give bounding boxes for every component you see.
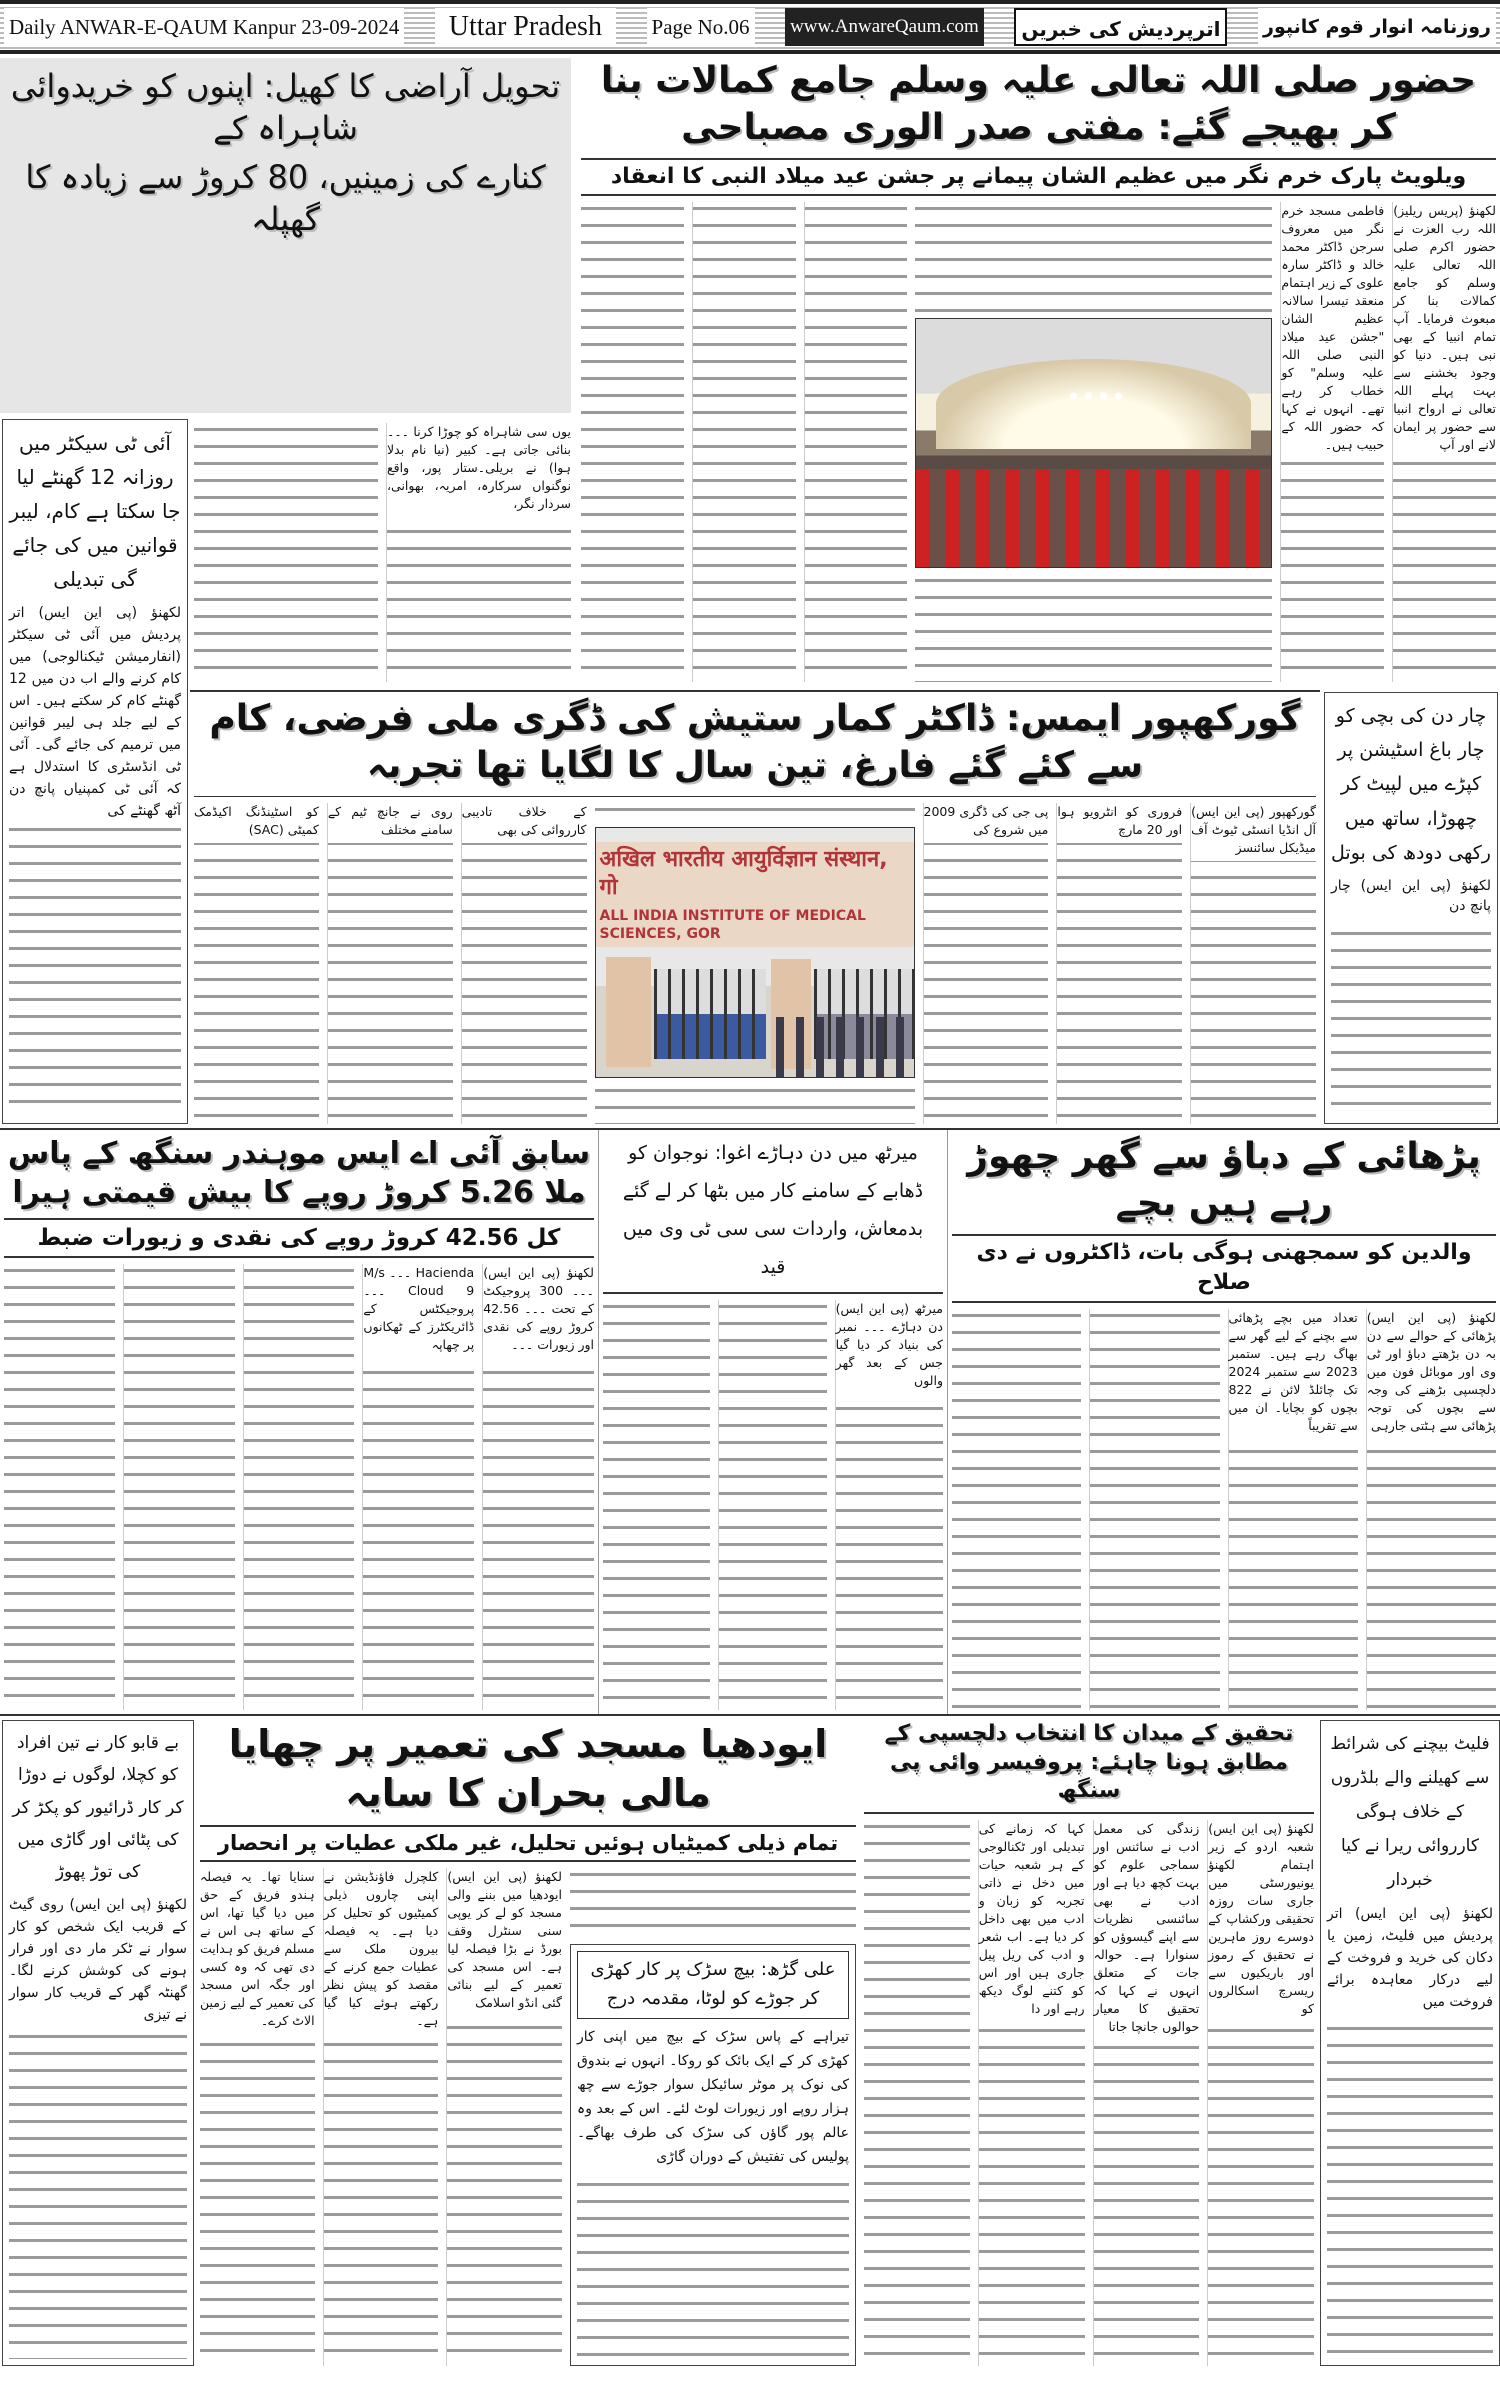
body-text: لکھنؤ (پی این ایس) روی گیٹ کے قریب ایک شخص کو کار سوار نے ٹکر مار دی اور فرار ہونے کی کوشش کرنے لگا۔ گھنٹہ گھر کے قریب کار سوار نے تیزی (9, 1894, 187, 2030)
story-body (1331, 876, 1491, 1117)
body-text: کے خلاف تادیبی کارروائی کی بھی (462, 803, 587, 843)
body-text: Hacienda ۔۔۔ M/s Cloud 9 ۔۔۔ پروجیکٹس کے ڈائریکٹرز کے ٹھکانوں پر چھاپہ (363, 1264, 474, 1358)
text-column (243, 1264, 355, 1710)
text-column (1228, 1309, 1358, 1710)
text-column (864, 1820, 970, 2366)
text-column (461, 803, 587, 1124)
body-text: پی جی کی ڈگری 2009 میں شروع کی (924, 803, 1049, 843)
story-body (194, 423, 571, 682)
story-body (9, 1894, 187, 2359)
story-body (581, 202, 1496, 682)
subheadline: تمام ذیلی کمیٹیاں ہوئیں تحلیل، غیر ملکی عطیات پر انحصار (200, 1825, 856, 1862)
body-text: سنایا تھا۔ یہ فیصلہ ہندو فریق کے حق میں دیا گیا تھا، اس کے ساتھ ہی اس نے مسلم فریق کو ہدایت دی تھی کہ وہ کسی اور جگہ اس مسجد کی تعمیر کے لیے زمین الاٹ کرے۔ (200, 1868, 315, 2034)
text-column (9, 602, 181, 1117)
text-column (923, 803, 1049, 1124)
text-column (1327, 1903, 1493, 2359)
story-body (9, 602, 181, 1117)
red-chairs (916, 469, 1272, 568)
text-column (194, 803, 319, 1124)
text-column (1056, 803, 1182, 1124)
text-column (200, 1868, 315, 2366)
headline: سابق آئی اے ایس موہندر سنگھ کے پاس ملا 5.26 کروڑ روپے کا بیش قیمتی ہیرا (7, 1136, 591, 1210)
story-body (952, 1309, 1496, 1710)
website-link[interactable]: www.AnwareQaum.com (785, 8, 984, 46)
text-column (362, 1264, 474, 1710)
story-research-workshop (860, 1716, 1318, 2370)
story-land-scam (190, 413, 575, 686)
gate-sign (596, 842, 914, 948)
stage-lights (1066, 389, 1126, 403)
bottom-section (0, 1714, 1500, 2370)
masthead-bar (0, 0, 1500, 54)
aiims-gate-photo (595, 827, 915, 1079)
photo-block (595, 803, 915, 1124)
text-column (386, 423, 571, 682)
headline: میرٹھ میں دن دہاڑے اغوا: نوجوان کو ڈھابے کے سامنے کار میں بٹھا کر لے گئے بدمعاش، واردات سی سی ٹی وی میں قید (603, 1134, 943, 1294)
text-column (1190, 803, 1316, 1124)
text-column (1093, 1820, 1200, 2366)
text-column (9, 1894, 187, 2359)
headline: علی گڑھ: بیچ سڑک پر کار کھڑی کر جوڑے کو لوٹا، مقدمہ درج (577, 1951, 849, 2019)
page-number: Page No.06 (647, 8, 755, 46)
text-column (194, 423, 378, 682)
text-filler (570, 1868, 856, 1938)
top-section (0, 54, 1500, 1128)
headline: تحویل آراضی کا کھیل: اپنوں کو خریدوائی شاہراہ کے (10, 67, 561, 147)
story-aligarh-robbery (570, 1944, 856, 2366)
text-filler (595, 803, 915, 821)
story-body (603, 1300, 943, 1710)
text-column (978, 1820, 1085, 2366)
body-text: تیراہے کے پاس سڑک کے بیچ میں اپنی کار کھڑی کر کے ایک بائک کو روکا۔ انہوں نے بندوق کی نوک پر موٹر سائیکل سوار جوڑے سے چھ ہزار روپے اور زیورات لوٹ لئے۔ اس کے بعد وہ عالم پور گاؤں کی سڑک کی طرف بھاگے۔ پولیس کی تفتیش کے دوران گاڑی (577, 2025, 849, 2173)
headline: حضور صلی اللہ تعالی علیہ وسلم جامع کمالات بنا کر بھیجے گئے: مفتی صدر الوری مصباحی (600, 60, 1477, 148)
sign-english: ALL INDIA INSTITUTE OF MEDICAL SCIENCES, GOR (599, 907, 866, 942)
text-column (952, 1309, 1081, 1710)
story-body (864, 1820, 1314, 2366)
land-scam-headline-box (0, 58, 571, 413)
gate-pillar (606, 957, 651, 1067)
body-text: فاطمی مسجد خرم نگر میں معروف سرجن ڈاکٹر محمد خالد و ڈاکٹر سارہ علوی کے زیر اہتمام منعقد تیسرا سالانہ عظیم الشان "جشن عید میلاد النبی صلی اللہ علیہ وسلم" کو خطاب کر رہے تھے۔ انہوں نے کہا کہ حضور اللہ کے حبیب ہیں۔ (1281, 202, 1384, 458)
story-meerut-kidnap (598, 1130, 948, 1714)
body-text: میرٹھ (پی این ایس) دن دہاڑے ۔۔۔ نمبر کی بنیاد کر دیا گیا جس کے بعد گھر والوں (836, 1300, 943, 1394)
text-column (692, 202, 796, 682)
ayodhya-body-row (200, 1868, 856, 2366)
body-text: لکھنؤ (پی این ایس) ۔۔۔ 300 پروجیکٹ کے تحت ۔۔۔ 42.56 کروڑ روپے کی نقدی اور زیورات ۔۔۔ (483, 1264, 594, 1358)
story-body (4, 1264, 594, 1710)
iron-gate (654, 969, 766, 1059)
body-text: لکھنؤ (پی این ایس) شعبہ اردو کے زیر اہتمام لکھنؤ یونیورسٹی میں جاری سات روزہ تحقیقی ورکشاپ کے دوسرے روز ماہرین نے تحقیق کے رموز اور باریکیوں سے ریسرچ اسکالروں کو (1208, 1820, 1314, 2022)
body-text: لکھنؤ (پی این ایس) چار پانچ دن (1331, 876, 1491, 920)
story-rera-builders (1320, 1720, 1500, 2366)
edition-date: Daily ANWAR-E-QAUM Kanpur 23-09-2024 (4, 8, 404, 46)
text-column (1280, 202, 1384, 682)
gate-scene (596, 947, 914, 1077)
headline: بے قابو کار نے تین افراد کو کچلا، لوگوں نے دوڑا کر کار ڈرائیور کو پکڑ کر کی پٹائی اور گاڑی میں کی توڑ پھوڑ (12, 1733, 184, 1883)
story-aiims (190, 690, 1320, 1128)
text-column (1089, 1309, 1219, 1710)
headline: آئی ٹی سیکٹر میں روزانہ 12 گھنٹے لیا جا سکتا ہے کام، لیبر قوانین میں کی جائے گی تبدیلی (9, 431, 181, 592)
body-text: یوں سی شاہراہ کو چوڑا کرنا ۔۔۔ بنائی جاتی ہے۔ کبیر (نیا نام بدلا ہوا) نے بریلی۔ستار پور، واقع نوگنواں سرکارہ، امریہ، بھوانی، سردار نگر، (387, 423, 571, 517)
story-ayodhya-mosque (196, 1716, 860, 2370)
body-text: لکھنؤ (پریس ریلیز) اللہ رب العزت نے حضور اکرم صلی اللہ تعالی علیہ وسلم کو جامع کمالات بنا کر مبعوث فرمایا۔ آپ تمام انبیا کے بھی نبی ہیں۔ دنیا کو وجود بخشنے سے بہت پہلے اللہ تعالی نے ارواح انبیا سے حضور پر ایمان لانے اور آپ (1393, 202, 1496, 458)
text-column (323, 1868, 439, 2366)
region-title: Uttar Pradesh (435, 8, 616, 46)
subheadline: والدین کو سمجھنی ہوگی بات، ڈاکٹروں نے دی صلاح (952, 1234, 1496, 1304)
story-study-pressure (948, 1130, 1500, 1714)
text-column (446, 1868, 562, 2366)
body-text: لکھنؤ (پی این ایس) اتر پردیش میں فلیٹ، زمین یا دکان کی خرید و فروخت کے لیے درکار معاہدہ برائے فروخت میں (1327, 1903, 1493, 2017)
story-it-sector (2, 419, 188, 1124)
sign-hindi: अखिल भारतीय आयुर्विज्ञान संस्थान, गो (599, 846, 888, 901)
tent-canopy (936, 359, 1251, 449)
story-milad (575, 54, 1500, 686)
text-column (1331, 876, 1491, 1117)
story-body (194, 803, 1316, 1124)
subheadline: کل 42.56 کروڑ روپے کی نقدی و زیورات ضبط (4, 1218, 594, 1258)
text-column (4, 1264, 115, 1710)
headline: پڑھائی کے دباؤ سے گھر چھوڑ رہے ہیں بچے (967, 1136, 1481, 1224)
text-filler (915, 574, 1272, 682)
text-column (603, 1300, 710, 1710)
headline: ایودھیا مسجد کی تعمیر پر چھایا مالی بحران کا سایہ (228, 1722, 828, 1816)
text-column (581, 202, 684, 682)
body-text: گورکھپور (پی این ایس) آل انڈیا انسٹی ٹیوٹ آف میڈیکل سائنسز (1191, 803, 1316, 861)
text-column (835, 1300, 943, 1710)
story-body (200, 1868, 562, 2366)
aligarh-column (570, 1868, 856, 2366)
body-text: تعداد میں بچے پڑھائی سے بچنے کے لیے گھر سے بھاگ رہے ہیں۔ ستمبر 2023 سے ستمبر 2024 تک چائلڈ لائن نے 822 بچوں کو بچایا۔ ان میں سے تقریباً (1229, 1309, 1358, 1439)
story-body (1327, 1903, 1493, 2359)
headline: چار دن کی بچی کو چار باغ اسٹیشن پر کپڑے میں لپیٹ کر چھوڑا، ساتھ میں رکھی دودھ کی بوتل (1331, 705, 1491, 864)
text-column (1392, 202, 1496, 682)
headline: فلیٹ بیچنے کی شرائط سے کھیلنے والے بلڈروں کے خلاف ہوگی کارروائی ریرا نے کیا خبردار (1330, 1734, 1490, 1890)
text-filler (915, 202, 1272, 312)
story-body (577, 2025, 849, 2359)
body-text: لکھنؤ (پی این ایس) پڑھائی کے حوالے سے دن بہ دن بڑھتے دباؤ اور ٹی وی اور موبائل فون میں دلچسپی بڑھنے کی وجہ سے بچوں کی توجہ پڑھائی سے ہٹتی جارہی (1367, 1309, 1496, 1439)
event-photo (915, 318, 1272, 568)
subheadline: ویلویٹ پارک خرم نگر میں عظیم الشان پیمانے پر جشن عید میلاد النبی کا انعقاد (581, 158, 1496, 197)
body-text: لکھنؤ (پی این ایس) ایودھیا میں بننے والی مسجد کو لے کر یوپی سنی سنٹرل وقف بورڈ نے بڑا فیصلہ لیا ہے۔ اس مسجد کی تعمیر کے لیے بنائی گئی انڈو اسلامک (447, 1868, 562, 2016)
story-former-ias (0, 1130, 598, 1714)
body-text: کو اسٹینڈنگ اکیڈمک کمیٹی (SAC) (194, 803, 319, 843)
photo-block (915, 202, 1272, 682)
people-motorbikes (776, 1017, 915, 1077)
text-column (718, 1300, 826, 1710)
text-column (123, 1264, 235, 1710)
headline: کنارے کی زمینیں، 80 کروڑ سے زیادہ کا گھپلہ (25, 158, 546, 238)
text-column (1207, 1820, 1314, 2366)
body-text: کہا کہ زمانے کی تبدیلی اور ٹکنالوجی کے ہر شعبہ حیات میں دخل نے ذاتی تجربہ کو زبان و ادب میں بھی داخل کر دیا ہے۔ اب شعر و ادب کی ریل پیل جاری ہیں اور اس کو کتنے لوگ دیکھ رہے اور دا (979, 1820, 1085, 2022)
body-text: روی نے جانچ ٹیم کے سامنے مختلف (328, 803, 453, 843)
body-text: فروری کو انٹرویو ہوا اور 20 مارچ (1057, 803, 1182, 843)
body-text: لکھنؤ (پی این ایس) اتر پردیش میں آئی ٹی سیکٹر (انفارمیشن ٹیکنالوجی) میں کام کرنے والے اب دن میں 12 گھنٹے کام کر سکتے ہیں۔ اس کے لیے جلد ہی لیبر قوانین میں ترمیم کی جائے گی۔ آئی ٹی انڈسٹری کا استدلال ہے کہ آئی ٹی کمپنیاں پانچ دن آٹھ گھنٹے کی (9, 602, 181, 826)
story-car-accident (2, 1720, 194, 2366)
text-column (577, 2025, 849, 2359)
body-text: کلچرل فاؤنڈیشن نے اپنی چاروں ذیلی کمیٹیوں کو تحلیل کر دیا ہے۔ یہ فیصلہ بیرون ملک سے عطیات جمع کرنے کے مقصد کو پیش نظر رکھتے ہوئے کیا گیا ہے۔ (324, 1868, 439, 2034)
headline: گورکھپور ایمس: ڈاکٹر کمار ستیش کی ڈگری ملی فرضی، کام سے کئے گئے فارغ، تین سال کا لگایا تھا تجربہ (194, 696, 1316, 797)
headline: تحقیق کے میدان کا انتخاب دلچسپی کے مطابق ہونا چاہئے: پروفیسر وائی پی سنگھ (864, 1720, 1314, 1814)
text-column (327, 803, 453, 1124)
text-column (482, 1264, 594, 1710)
section-title: اترپردیش کی خبریں (1014, 8, 1227, 46)
newspaper-logo: روزنامہ انوار قوم کانپور (1258, 8, 1496, 46)
middle-section (0, 1128, 1500, 1714)
text-filler (595, 1084, 915, 1124)
body-text: زندگی کی معمل ادب نے سائنس اور سماجی علوم کو بہت کچھ دیا ہے اور ادب نے بھی سائنسی نظریات سے اپنے گیسوؤں کو سنوارا ہے۔ حوالہ جات کے متعلق انہوں نے کہا کہ تحقیق کا معیار حوالوں جانچا جاتا (1094, 1820, 1200, 2040)
text-column (804, 202, 908, 682)
story-abandoned-baby (1324, 692, 1498, 1124)
text-column (1366, 1309, 1496, 1710)
